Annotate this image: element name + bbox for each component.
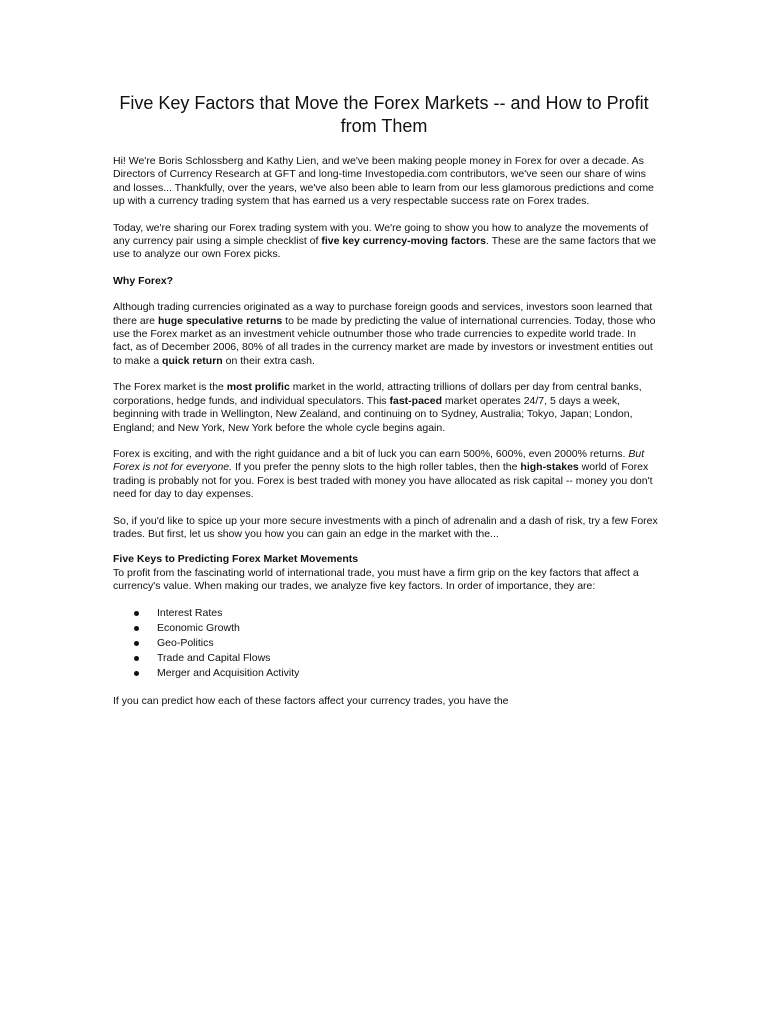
key-factors-list <box>113 606 658 682</box>
list-item: Merger and Acquisition Activity <box>113 666 658 681</box>
bullet-icon <box>134 611 139 616</box>
risk-paragraph: Forex is exciting, and with the right guidance and a bit of luck you can earn 500%, 600%, even 2000% returns. But Forex is not for everyone. If you prefer the penny slots to the high roller tables, then the high-stakes world of Forex trading is probably not for you. Forex is best traded with money you have allocated as risk capital -- money you don't need for day to day expenses. <box>113 447 653 501</box>
market-paragraph: The Forex market is the most prolific market in the world, attracting trillions of dollars per day from central banks, corporations, hedge funds, and individual speculators. This fast-paced market operates 24/7, 5 days a week, beginning with trade in Wellington, New Zealand, and continuing on to Sydney, Australia; Tokyo, Japan; London, England; and New York, New York before the whole cycle begins again. <box>113 381 642 434</box>
list-item: Geo-Politics <box>113 636 658 651</box>
bullet-icon <box>134 671 139 676</box>
intro-paragraph: Hi! We're Boris Schlossberg and Kathy Lien, and we've been making people money in Forex for over a decade. As Directors of Currency Research at GFT and long-time Investopedia.com contributors, we've seen our share of wins and losses... Thankfully, over the years, we've also been able to learn from our less glamorous predictions and come up with a currency trading system that has earned us a very respectable success rate on Forex trades. <box>113 155 654 208</box>
list-item: Economic Growth <box>113 621 658 636</box>
list-item: Interest Rates <box>113 606 658 621</box>
bullet-icon <box>134 656 139 661</box>
system-paragraph: Today, we're sharing our Forex trading system with you. We're going to show you how to analyze the movements of any currency pair using a simple checklist of five key currency-moving factors. These are the same factors that we use to analyze our own Forex picks. <box>113 221 657 261</box>
list-item: Trade and Capital Flows <box>113 651 658 666</box>
origins-paragraph: Although trading currencies originated as a way to purchase foreign goods and services, investors soon learned that there are huge speculative returns to be made by predicting the value of international currencies. Today, those who use the Forex market as an investment vehicle outnumber those who trade currencies to expedite world trade. In fact, as of December 2006, 80% of all trades in the currency market are made by investors or investment entities out to make a quick return on their extra cash. <box>113 301 656 367</box>
closing-paragraph: If you can predict how each of these factors affect your currency trades, you have the <box>113 694 509 707</box>
bullet-icon <box>134 626 139 631</box>
spice-paragraph: So, if you'd like to spice up your more secure investments with a pinch of adrenalin and a dash of risk, try a few Forex trades. But first, let us show you how you can gain an edge in the market with the... <box>113 514 658 540</box>
why-forex-heading: Why Forex? <box>113 274 174 287</box>
five-keys-heading: Five Keys to Predicting Forex Market Movements <box>113 553 359 566</box>
bullet-icon <box>134 641 139 646</box>
five-keys-paragraph: To profit from the fascinating world of international trade, you must have a firm grip on the key factors that affect a currency's value. When making our trades, we analyze five key factors. In order of importance, they are: <box>113 566 639 593</box>
page-title: Five Key Factors that Move the Forex Markets -- and How to Profit from Them <box>119 93 649 136</box>
document-body <box>113 155 658 708</box>
